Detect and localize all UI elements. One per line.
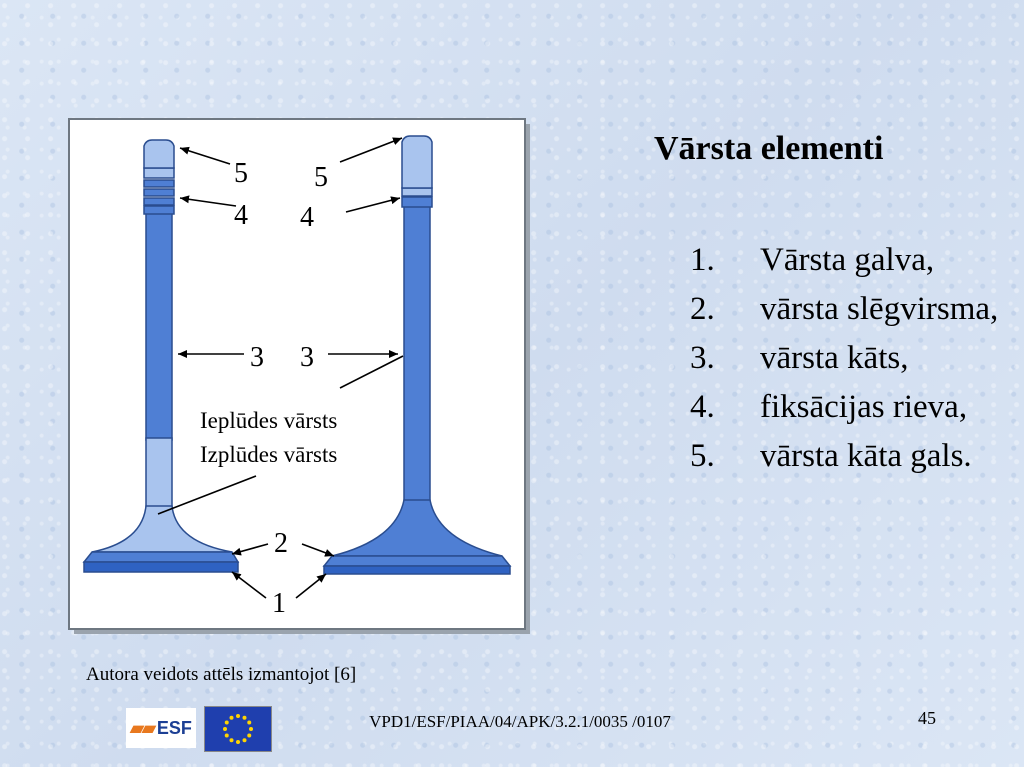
list-item-number: 1. (690, 242, 715, 278)
esf-logo-icon (126, 708, 196, 748)
eu-star-icon (225, 721, 229, 725)
footer-project-code: VPD1/ESF/PIAA/04/APK/3.2.1/0035 /0107 (369, 712, 671, 731)
esf-logo-text: ESF (156, 717, 192, 738)
inlet-valve (84, 140, 238, 572)
label-2: 2 (274, 528, 288, 559)
valve-figure (68, 118, 526, 630)
valve-elements-list (690, 240, 1010, 485)
label-5-left: 5 (234, 158, 248, 189)
valve-diagram (70, 120, 524, 628)
label-5-right: 5 (314, 162, 328, 193)
label-3-right: 3 (300, 342, 314, 373)
label-1: 1 (272, 588, 286, 619)
eu-star-icon (230, 716, 234, 720)
list-item-text: Vārsta galva, (760, 242, 935, 278)
list-item-number: 2. (690, 291, 715, 327)
eu-star-icon (236, 740, 240, 744)
inlet-valve-label: Ieplūdes vārsts (200, 408, 338, 433)
label-4-left: 4 (234, 200, 248, 231)
slide-title: Vārsta elementi (654, 130, 884, 167)
list-item (690, 240, 1010, 280)
eu-star-icon (223, 727, 227, 731)
esf-mark-icon: ▰▰ (130, 717, 154, 738)
list-item-text: vārsta kāts, (760, 340, 909, 376)
outlet-valve-label: Izplūdes vārsts (200, 442, 338, 467)
label-4-right: 4 (300, 202, 314, 233)
list-item-text: fiksācijas rieva, (760, 389, 968, 425)
list-item (690, 338, 1010, 378)
list-item-text: vārsta slēgvirsma, (760, 291, 999, 327)
list-item-number: 4. (690, 389, 715, 425)
list-item-number: 5. (690, 438, 715, 474)
eu-star-icon (225, 734, 229, 738)
list-item-text: vārsta kāta gals. (760, 438, 972, 474)
page-number: 45 (918, 708, 936, 728)
eu-star-icon (230, 738, 234, 742)
list-item (690, 289, 1010, 329)
eu-star-icon (243, 738, 247, 742)
figure-caption: Autora veidots attēls izmantojot [6] (86, 664, 357, 685)
eu-stars-icon (205, 707, 271, 751)
list-item (690, 436, 1010, 476)
eu-star-icon (247, 721, 251, 725)
list-item (690, 387, 1010, 427)
eu-flag-icon (204, 706, 272, 752)
eu-star-icon (249, 727, 253, 731)
label-3-left: 3 (250, 342, 264, 373)
list-item-number: 3. (690, 340, 715, 376)
eu-star-icon (243, 716, 247, 720)
eu-star-icon (247, 734, 251, 738)
eu-star-icon (236, 714, 240, 718)
outlet-valve (324, 136, 510, 574)
